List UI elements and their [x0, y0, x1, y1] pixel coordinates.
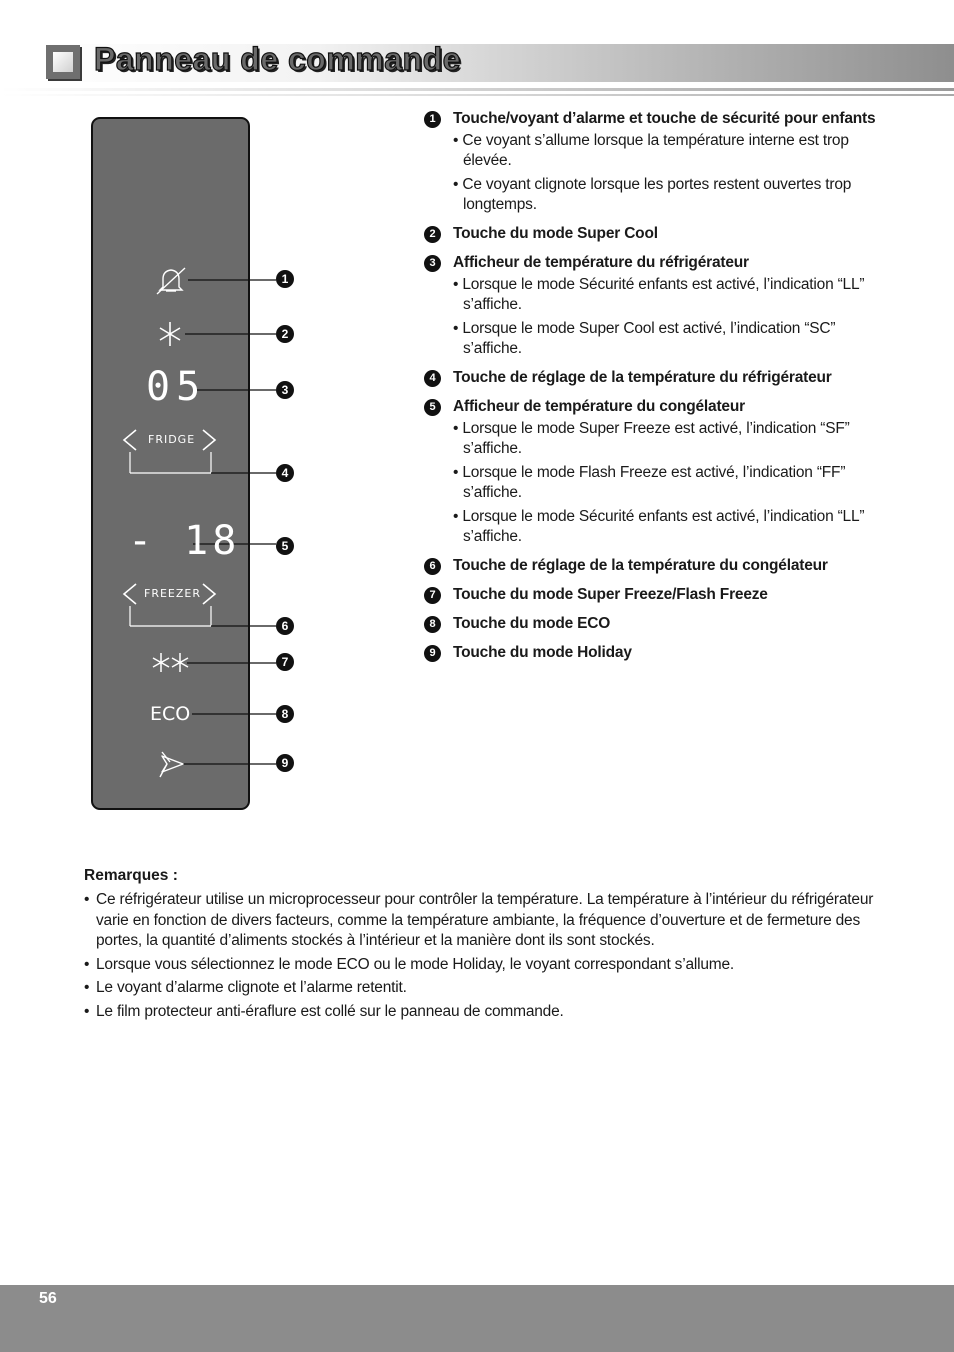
callout-5: 5	[276, 537, 294, 555]
item-title: Touche du mode ECO	[453, 615, 611, 632]
list-item	[424, 556, 894, 576]
callout-3: 3	[276, 381, 294, 399]
item-bullet: • Lorsque le mode Sécurité enfants est activé, l’indication “LL” s’affiche.	[453, 508, 865, 545]
item-title: Touche du mode Holiday	[453, 644, 632, 661]
item-number: 5	[424, 399, 441, 416]
list-item	[424, 397, 894, 547]
item-title: Touche de réglage de la température du congélateur	[453, 557, 828, 574]
header-rule	[0, 94, 954, 96]
item-number: 6	[424, 558, 441, 575]
remark-item: • Lorsque vous sélectionnez le mode ECO ou le mode Holiday, le voyant correspondant s’allume.	[84, 955, 884, 976]
item-title: Afficheur de température du congélateur	[453, 398, 745, 415]
freezer-label: FREEZER	[144, 587, 201, 600]
header-rule	[0, 88, 954, 91]
eco-label: ECO	[150, 703, 191, 725]
callout-6: 6	[276, 617, 294, 635]
item-number: 1	[424, 111, 441, 128]
header-square-icon	[46, 45, 80, 79]
callout-2: 2	[276, 325, 294, 343]
page-number: 56	[39, 1290, 57, 1307]
item-title: Afficheur de température du réfrigérateur	[453, 254, 749, 271]
callout-1: 1	[276, 270, 294, 288]
remark-item: • Le voyant d’alarme clignote et l’alarme retentit.	[84, 978, 884, 999]
callout-7: 7	[276, 653, 294, 671]
item-number: 9	[424, 645, 441, 662]
freezer-temperature-display: - 18	[128, 518, 241, 564]
item-number: 3	[424, 255, 441, 272]
item-number: 8	[424, 616, 441, 633]
callout-4: 4	[276, 464, 294, 482]
remarks-section	[84, 866, 884, 1025]
remark-item: • Ce réfrigérateur utilise un microprocesseur pour contrôler la température. La température à l’intérieur du réfrigérateur varie en fonction de divers facteurs, comme la température ambiante, la fréquence d’ouverture et de fermeture des portes, la quantité d’aliments stockés à l’intérieur et la manière dont ils sont stockés.	[84, 890, 884, 952]
item-number: 4	[424, 370, 441, 387]
item-bullet: • Lorsque le mode Flash Freeze est activé, l’indication “FF” s’affiche.	[453, 464, 846, 501]
item-bullet: • Ce voyant s’allume lorsque la température interne est trop élevée.	[453, 132, 849, 169]
list-item	[424, 253, 894, 359]
description-list	[424, 109, 894, 672]
fridge-temperature-display: 05	[146, 364, 207, 410]
item-title: Touche du mode Super Cool	[453, 225, 658, 242]
fridge-label: FRIDGE	[148, 433, 196, 446]
item-title: Touche de réglage de la température du réfrigérateur	[453, 369, 832, 386]
list-item	[424, 614, 894, 634]
list-item	[424, 585, 894, 605]
page-title: Panneau de commande	[94, 41, 461, 77]
list-item	[424, 109, 894, 215]
item-bullet: • Lorsque le mode Super Freeze est activé, l’indication “SF” s’affiche.	[453, 420, 850, 457]
item-number: 2	[424, 226, 441, 243]
list-item	[424, 643, 894, 663]
item-bullet: • Lorsque le mode Sécurité enfants est activé, l’indication “LL” s’affiche.	[453, 276, 865, 313]
footer-bar	[0, 1285, 954, 1352]
remark-item: • Le film protecteur anti-éraflure est collé sur le panneau de commande.	[84, 1002, 884, 1023]
remarks-title: Remarques :	[84, 867, 178, 884]
item-bullet: • Ce voyant clignote lorsque les portes restent ouvertes trop longtemps.	[453, 176, 852, 213]
list-item	[424, 368, 894, 388]
callout-8: 8	[276, 705, 294, 723]
item-number: 7	[424, 587, 441, 604]
item-title: Touche/voyant d’alarme et touche de sécurité pour enfants	[453, 110, 876, 127]
list-item	[424, 224, 894, 244]
item-title: Touche du mode Super Freeze/Flash Freeze	[453, 586, 768, 603]
item-bullet: • Lorsque le mode Super Cool est activé, l’indication “SC” s’affiche.	[453, 320, 836, 357]
callout-9: 9	[276, 754, 294, 772]
